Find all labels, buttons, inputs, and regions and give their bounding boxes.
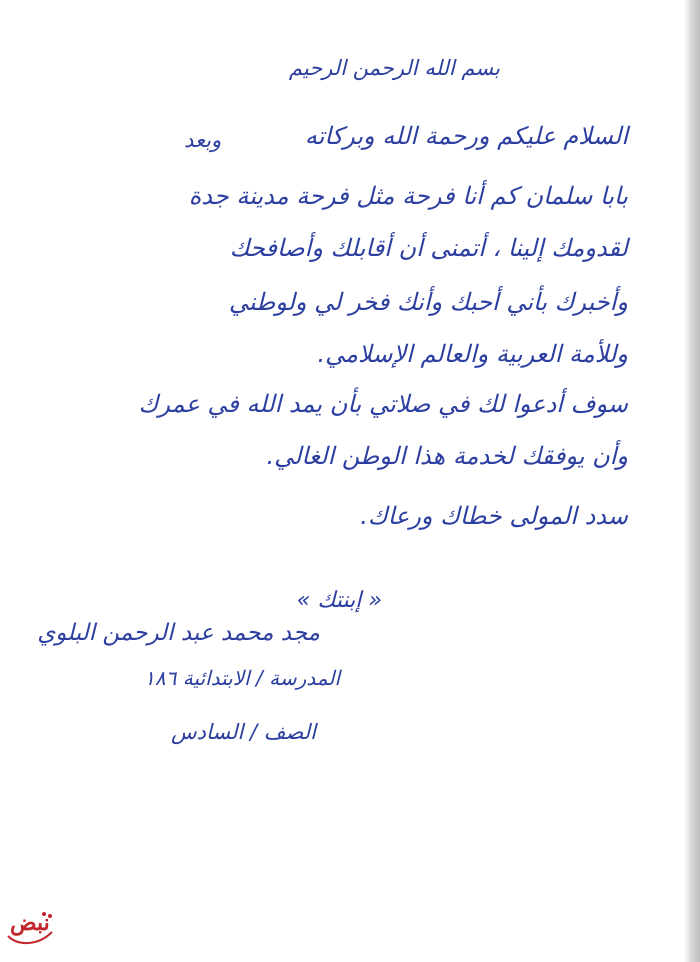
signer-name: مجد محمد عبد الرحمن البلوي — [37, 620, 320, 646]
watermark-text: نبض — [10, 910, 50, 936]
grade-line: الصف / السادس — [171, 720, 316, 744]
body-line-1: بابا سلمان كم أنا فرحة مثل فرحة مدينة جدة — [188, 182, 628, 210]
body-line-6: وأن يوفقك لخدمة هذا الوطن الغالي. — [266, 442, 628, 470]
body-line-3: وأخبرك بأني أحبك وأنك فخر لي ولوطني — [228, 288, 628, 316]
page-edge-shadow — [684, 0, 700, 962]
signoff: « إبنتك » — [296, 588, 382, 613]
basmala: بسم الله الرحمن الرحيم — [288, 56, 500, 80]
watermark-logo — [4, 906, 58, 948]
school-line: المدرسة / الابتدائية ١٨٦ — [144, 666, 340, 690]
body-line-4: وللأمة العربية والعالم الإسلامي. — [317, 340, 628, 368]
body-line-7: سدد المولى خطاك ورعاك. — [360, 502, 628, 530]
wa-baad: وبعد — [184, 128, 222, 152]
body-line-2: لقدومك إلينا ، أتمنى أن أقابلك وأصافحك — [229, 234, 628, 262]
body-line-5: سوف أدعوا لك في صلاتي بأن يمد الله في عمرك — [138, 390, 628, 418]
greeting: السلام عليكم ورحمة الله وبركاته — [304, 122, 628, 150]
